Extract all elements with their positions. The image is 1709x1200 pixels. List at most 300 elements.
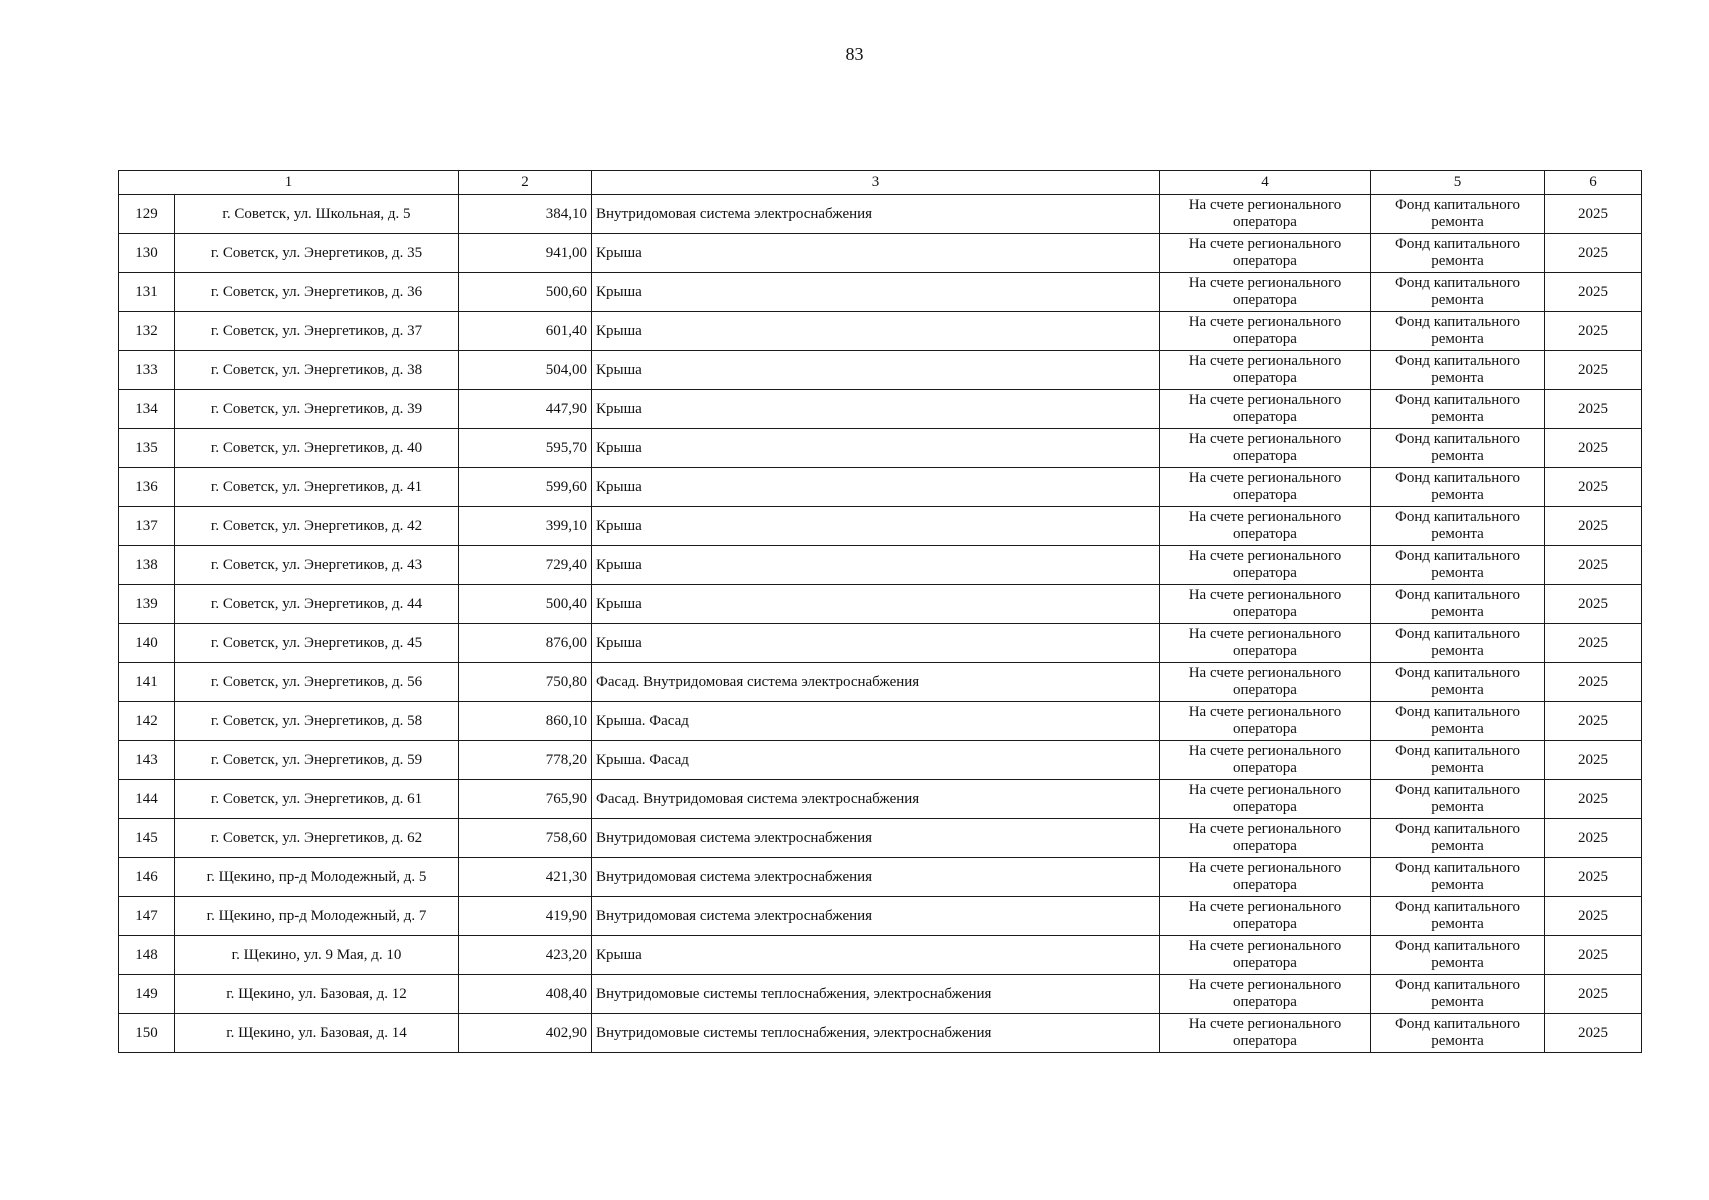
funding-source-cell: [1371, 858, 1545, 897]
row-number-cell: [119, 234, 175, 273]
area-cell: [459, 975, 592, 1014]
row-number-text: 145: [135, 829, 158, 846]
account-cell: [1160, 546, 1371, 585]
account-text: На счете регионального: [1188, 275, 1342, 291]
address-cell: [175, 546, 459, 585]
funding-source-cell: [1371, 1014, 1545, 1053]
funding-source-text: ремонта: [1431, 682, 1484, 698]
funding-source-text: Фонд капитального: [1395, 1016, 1520, 1032]
account-text: На счете регионального: [1188, 470, 1342, 486]
funding-source-text: Фонд капитального: [1395, 548, 1520, 564]
address-cell: [175, 663, 459, 702]
area-cell: [459, 624, 592, 663]
row-number-cell: [119, 975, 175, 1014]
row-number-text: 138: [135, 556, 158, 573]
area-text: 419,90: [545, 907, 587, 924]
row-number-cell: [119, 468, 175, 507]
funding-source-text: Фонд капитального: [1395, 977, 1520, 993]
address-text: г. Щекино, пр-д Молодежный, д. 5: [206, 868, 427, 885]
year-text: 2025: [1578, 634, 1608, 651]
address-cell: [175, 897, 459, 936]
area-cell: [459, 507, 592, 546]
year-cell: [1545, 624, 1642, 663]
table-row: [119, 585, 1642, 624]
row-number-cell: [119, 429, 175, 468]
account-cell: [1160, 1014, 1371, 1053]
account-text: оператора: [1233, 877, 1297, 893]
table-row: [119, 975, 1642, 1014]
address-cell: [175, 624, 459, 663]
work-type-cell: [592, 468, 1160, 507]
row-number-text: 132: [135, 322, 158, 339]
table-row: [119, 195, 1642, 234]
address-cell: [175, 195, 459, 234]
column-header-5: 5: [1371, 171, 1545, 195]
column-header-2: 2: [459, 171, 592, 195]
year-cell: [1545, 390, 1642, 429]
funding-source-cell: [1371, 585, 1545, 624]
area-cell: [459, 780, 592, 819]
table-row: [119, 819, 1642, 858]
address-text: г. Советск, ул. Школьная, д. 5: [222, 205, 411, 222]
column-header-3: 3: [592, 171, 1160, 195]
row-number-text: 141: [135, 673, 158, 690]
year-text: 2025: [1578, 868, 1608, 885]
page-number: 83: [845, 44, 864, 64]
table-row: [119, 468, 1642, 507]
work-type-cell: [592, 897, 1160, 936]
table-row: [119, 663, 1642, 702]
funding-source-text: ремонта: [1431, 370, 1484, 386]
row-number-cell: [119, 273, 175, 312]
account-text: На счете регионального: [1188, 626, 1342, 642]
work-type-cell: [592, 429, 1160, 468]
row-number-cell: [119, 624, 175, 663]
funding-source-cell: [1371, 234, 1545, 273]
account-text: оператора: [1233, 487, 1297, 503]
work-type-text: Крыша. Фасад: [596, 751, 689, 768]
column-header-1: 1: [119, 171, 459, 195]
account-text: оператора: [1233, 604, 1297, 620]
address-cell: [175, 234, 459, 273]
year-text: 2025: [1578, 400, 1608, 417]
account-text: На счете регионального: [1188, 743, 1342, 759]
area-cell: [459, 897, 592, 936]
year-cell: [1545, 702, 1642, 741]
account-text: оператора: [1233, 760, 1297, 776]
work-type-cell: [592, 819, 1160, 858]
funding-source-text: ремонта: [1431, 487, 1484, 503]
year-text: 2025: [1578, 439, 1608, 456]
area-cell: [459, 936, 592, 975]
year-text: 2025: [1578, 595, 1608, 612]
address-text: г. Советск, ул. Энергетиков, д. 62: [210, 829, 423, 846]
work-type-cell: [592, 507, 1160, 546]
funding-source-text: ремонта: [1431, 760, 1484, 776]
row-number-text: 137: [135, 517, 158, 534]
year-text: 2025: [1578, 790, 1608, 807]
work-type-text: Крыша: [596, 478, 642, 495]
address-cell: [175, 507, 459, 546]
account-cell: [1160, 195, 1371, 234]
funding-source-text: ремонта: [1431, 448, 1484, 464]
account-text: На счете регионального: [1188, 704, 1342, 720]
table-row: [119, 858, 1642, 897]
address-text: г. Советск, ул. Энергетиков, д. 38: [210, 361, 423, 378]
account-text: оператора: [1233, 526, 1297, 542]
row-number-cell: [119, 1014, 175, 1053]
funding-source-text: Фонд капитального: [1395, 353, 1520, 369]
work-type-cell: [592, 351, 1160, 390]
address-text: г. Советск, ул. Энергетиков, д. 41: [210, 478, 423, 495]
area-text: 504,00: [545, 361, 587, 378]
account-text: оператора: [1233, 682, 1297, 698]
table-row: [119, 351, 1642, 390]
funding-source-cell: [1371, 507, 1545, 546]
area-cell: [459, 234, 592, 273]
funding-source-text: ремонта: [1431, 409, 1484, 425]
work-type-text: Внутридомовые системы теплоснабжения, электроснабжения: [596, 1024, 992, 1041]
account-text: На счете регионального: [1188, 938, 1342, 954]
address-cell: [175, 780, 459, 819]
account-cell: [1160, 741, 1371, 780]
area-text: 765,90: [545, 790, 587, 807]
funding-source-text: Фонд капитального: [1395, 314, 1520, 330]
funding-source-cell: [1371, 936, 1545, 975]
area-text: 408,40: [545, 985, 587, 1002]
address-cell: [175, 975, 459, 1014]
account-cell: [1160, 624, 1371, 663]
capital-repair-table: [118, 170, 1642, 1053]
area-cell: [459, 819, 592, 858]
account-cell: [1160, 702, 1371, 741]
funding-source-text: ремонта: [1431, 253, 1484, 269]
account-text: На счете регионального: [1188, 1016, 1342, 1032]
area-text: 601,40: [545, 322, 587, 339]
work-type-text: Внутридомовая система электроснабжения: [596, 829, 873, 846]
account-text: оператора: [1233, 409, 1297, 425]
account-text: оператора: [1233, 370, 1297, 386]
year-text: 2025: [1578, 985, 1608, 1002]
area-text: 500,60: [545, 283, 587, 300]
area-text: 421,30: [545, 868, 587, 885]
account-text: На счете регионального: [1188, 821, 1342, 837]
row-number-text: 139: [135, 595, 158, 612]
year-text: 2025: [1578, 673, 1608, 690]
year-text: 2025: [1578, 1024, 1608, 1041]
area-text: 595,70: [545, 439, 587, 456]
work-type-cell: [592, 312, 1160, 351]
funding-source-text: Фонд капитального: [1395, 743, 1520, 759]
row-number-text: 140: [135, 634, 158, 651]
row-number-cell: [119, 312, 175, 351]
account-cell: [1160, 936, 1371, 975]
funding-source-cell: [1371, 897, 1545, 936]
row-number-cell: [119, 780, 175, 819]
row-number-text: 130: [135, 244, 158, 261]
year-cell: [1545, 897, 1642, 936]
funding-source-text: Фонд капитального: [1395, 197, 1520, 213]
row-number-text: 147: [135, 907, 158, 924]
year-text: 2025: [1578, 361, 1608, 378]
address-text: г. Щекино, ул. 9 Мая, д. 10: [231, 946, 402, 963]
account-cell: [1160, 468, 1371, 507]
funding-source-text: ремонта: [1431, 214, 1484, 230]
row-number-cell: [119, 546, 175, 585]
address-text: г. Советск, ул. Энергетиков, д. 35: [210, 244, 423, 261]
address-cell: [175, 858, 459, 897]
year-cell: [1545, 195, 1642, 234]
work-type-cell: [592, 702, 1160, 741]
row-number-text: 142: [135, 712, 158, 729]
header-row: [119, 171, 1642, 195]
address-text: г. Советск, ул. Энергетиков, д. 43: [210, 556, 423, 573]
account-cell: [1160, 234, 1371, 273]
year-text: 2025: [1578, 751, 1608, 768]
year-text: 2025: [1578, 907, 1608, 924]
account-text: На счете регионального: [1188, 860, 1342, 876]
funding-source-text: ремонта: [1431, 331, 1484, 347]
account-text: оператора: [1233, 643, 1297, 659]
area-cell: [459, 858, 592, 897]
year-cell: [1545, 975, 1642, 1014]
funding-source-cell: [1371, 312, 1545, 351]
account-text: На счете регионального: [1188, 353, 1342, 369]
row-number-text: 136: [135, 478, 158, 495]
area-text: 876,00: [545, 634, 587, 651]
account-cell: [1160, 975, 1371, 1014]
funding-source-text: Фонд капитального: [1395, 470, 1520, 486]
work-type-cell: [592, 585, 1160, 624]
year-cell: [1545, 858, 1642, 897]
year-cell: [1545, 234, 1642, 273]
work-type-cell: [592, 546, 1160, 585]
year-text: 2025: [1578, 244, 1608, 261]
account-cell: [1160, 429, 1371, 468]
funding-source-cell: [1371, 468, 1545, 507]
account-cell: [1160, 312, 1371, 351]
work-type-cell: [592, 975, 1160, 1014]
work-type-cell: [592, 390, 1160, 429]
work-type-cell: [592, 663, 1160, 702]
year-text: 2025: [1578, 556, 1608, 573]
funding-source-text: Фонд капитального: [1395, 860, 1520, 876]
account-text: оператора: [1233, 565, 1297, 581]
account-text: На счете регионального: [1188, 548, 1342, 564]
address-text: г. Советск, ул. Энергетиков, д. 56: [210, 673, 423, 690]
work-type-text: Крыша: [596, 283, 642, 300]
address-cell: [175, 936, 459, 975]
funding-source-text: Фонд капитального: [1395, 236, 1520, 252]
funding-source-cell: [1371, 273, 1545, 312]
funding-source-cell: [1371, 780, 1545, 819]
work-type-text: Крыша: [596, 634, 642, 651]
year-cell: [1545, 819, 1642, 858]
funding-source-cell: [1371, 702, 1545, 741]
table-row: [119, 429, 1642, 468]
work-type-text: Крыша: [596, 400, 642, 417]
funding-source-cell: [1371, 819, 1545, 858]
account-text: На счете регионального: [1188, 431, 1342, 447]
area-cell: [459, 351, 592, 390]
area-cell: [459, 546, 592, 585]
table-row: [119, 312, 1642, 351]
address-cell: [175, 351, 459, 390]
table-row: [119, 390, 1642, 429]
account-text: На счете регионального: [1188, 392, 1342, 408]
area-cell: [459, 312, 592, 351]
row-number-text: 150: [135, 1024, 158, 1041]
account-cell: [1160, 273, 1371, 312]
area-text: 941,00: [545, 244, 587, 261]
work-type-cell: [592, 780, 1160, 819]
account-text: оператора: [1233, 214, 1297, 230]
table-row: [119, 234, 1642, 273]
work-type-text: Внутридомовая система электроснабжения: [596, 205, 873, 222]
funding-source-text: ремонта: [1431, 604, 1484, 620]
column-header-4: 4: [1160, 171, 1371, 195]
account-text: На счете регионального: [1188, 236, 1342, 252]
year-text: 2025: [1578, 283, 1608, 300]
row-number-text: 146: [135, 868, 158, 885]
work-type-text: Фасад. Внутридомовая система электроснабжения: [596, 790, 920, 807]
funding-source-cell: [1371, 975, 1545, 1014]
work-type-cell: [592, 273, 1160, 312]
funding-source-cell: [1371, 624, 1545, 663]
work-type-text: Крыша: [596, 595, 642, 612]
year-cell: [1545, 273, 1642, 312]
year-cell: [1545, 585, 1642, 624]
address-text: г. Щекино, пр-д Молодежный, д. 7: [206, 907, 427, 924]
account-text: оператора: [1233, 994, 1297, 1010]
address-text: г. Советск, ул. Энергетиков, д. 58: [210, 712, 423, 729]
funding-source-text: ремонта: [1431, 643, 1484, 659]
year-text: 2025: [1578, 517, 1608, 534]
funding-source-text: ремонта: [1431, 877, 1484, 893]
account-text: оператора: [1233, 916, 1297, 932]
address-cell: [175, 702, 459, 741]
year-cell: [1545, 507, 1642, 546]
area-text: 447,90: [545, 400, 587, 417]
address-text: г. Советск, ул. Энергетиков, д. 44: [210, 595, 423, 612]
row-number-cell: [119, 390, 175, 429]
row-number-text: 148: [135, 946, 158, 963]
account-cell: [1160, 507, 1371, 546]
table-row: [119, 702, 1642, 741]
work-type-text: Внутридомовая система электроснабжения: [596, 868, 873, 885]
year-cell: [1545, 741, 1642, 780]
funding-source-text: ремонта: [1431, 955, 1484, 971]
address-text: г. Советск, ул. Энергетиков, д. 61: [210, 790, 423, 807]
address-cell: [175, 273, 459, 312]
funding-source-cell: [1371, 195, 1545, 234]
work-type-cell: [592, 741, 1160, 780]
row-number-text: 134: [135, 400, 158, 417]
account-cell: [1160, 390, 1371, 429]
area-cell: [459, 1014, 592, 1053]
row-number-cell: [119, 195, 175, 234]
year-text: 2025: [1578, 322, 1608, 339]
account-text: На счете регионального: [1188, 314, 1342, 330]
work-type-text: Крыша: [596, 244, 642, 261]
row-number-cell: [119, 663, 175, 702]
area-text: 729,40: [545, 556, 587, 573]
area-cell: [459, 390, 592, 429]
row-number-cell: [119, 351, 175, 390]
work-type-text: Крыша: [596, 556, 642, 573]
address-text: г. Советск, ул. Энергетиков, д. 39: [210, 400, 423, 417]
work-type-text: Крыша: [596, 517, 642, 534]
year-text: 2025: [1578, 946, 1608, 963]
work-type-cell: [592, 1014, 1160, 1053]
table-row: [119, 624, 1642, 663]
row-number-cell: [119, 585, 175, 624]
table-row: [119, 546, 1642, 585]
year-cell: [1545, 546, 1642, 585]
area-text: 599,60: [545, 478, 587, 495]
account-text: оператора: [1233, 799, 1297, 815]
row-number-text: 129: [135, 205, 158, 222]
address-cell: [175, 468, 459, 507]
table-row: [119, 897, 1642, 936]
row-number-text: 149: [135, 985, 158, 1002]
funding-source-text: Фонд капитального: [1395, 392, 1520, 408]
account-text: На счете регионального: [1188, 665, 1342, 681]
account-text: На счете регионального: [1188, 782, 1342, 798]
account-text: На счете регионального: [1188, 899, 1342, 915]
area-cell: [459, 585, 592, 624]
column-header-6: 6: [1545, 171, 1642, 195]
funding-source-text: Фонд капитального: [1395, 275, 1520, 291]
funding-source-text: ремонта: [1431, 526, 1484, 542]
funding-source-text: Фонд капитального: [1395, 899, 1520, 915]
address-text: г. Советск, ул. Энергетиков, д. 37: [210, 322, 423, 339]
work-type-text: Фасад. Внутридомовая система электроснабжения: [596, 673, 920, 690]
funding-source-cell: [1371, 429, 1545, 468]
funding-source-text: ремонта: [1431, 721, 1484, 737]
work-type-text: Крыша: [596, 361, 642, 378]
funding-source-cell: [1371, 351, 1545, 390]
work-type-text: Внутридомовые системы теплоснабжения, электроснабжения: [596, 985, 992, 1002]
funding-source-text: ремонта: [1431, 799, 1484, 815]
area-cell: [459, 702, 592, 741]
year-cell: [1545, 663, 1642, 702]
funding-source-text: Фонд капитального: [1395, 626, 1520, 642]
address-cell: [175, 741, 459, 780]
funding-source-text: Фонд капитального: [1395, 587, 1520, 603]
year-cell: [1545, 429, 1642, 468]
address-text: г. Щекино, ул. Базовая, д. 14: [226, 1024, 407, 1041]
funding-source-text: ремонта: [1431, 292, 1484, 308]
year-cell: [1545, 351, 1642, 390]
account-cell: [1160, 585, 1371, 624]
account-cell: [1160, 897, 1371, 936]
account-cell: [1160, 819, 1371, 858]
funding-source-text: ремонта: [1431, 994, 1484, 1010]
table-row: [119, 780, 1642, 819]
address-text: г. Советск, ул. Энергетиков, д. 59: [210, 751, 423, 768]
account-text: оператора: [1233, 253, 1297, 269]
address-cell: [175, 390, 459, 429]
funding-source-text: Фонд капитального: [1395, 938, 1520, 954]
account-text: оператора: [1233, 1033, 1297, 1049]
area-text: 402,90: [545, 1024, 587, 1041]
account-text: оператора: [1233, 448, 1297, 464]
year-text: 2025: [1578, 205, 1608, 222]
work-type-cell: [592, 936, 1160, 975]
address-text: г. Советск, ул. Энергетиков, д. 36: [210, 283, 423, 300]
area-text: 758,60: [545, 829, 587, 846]
